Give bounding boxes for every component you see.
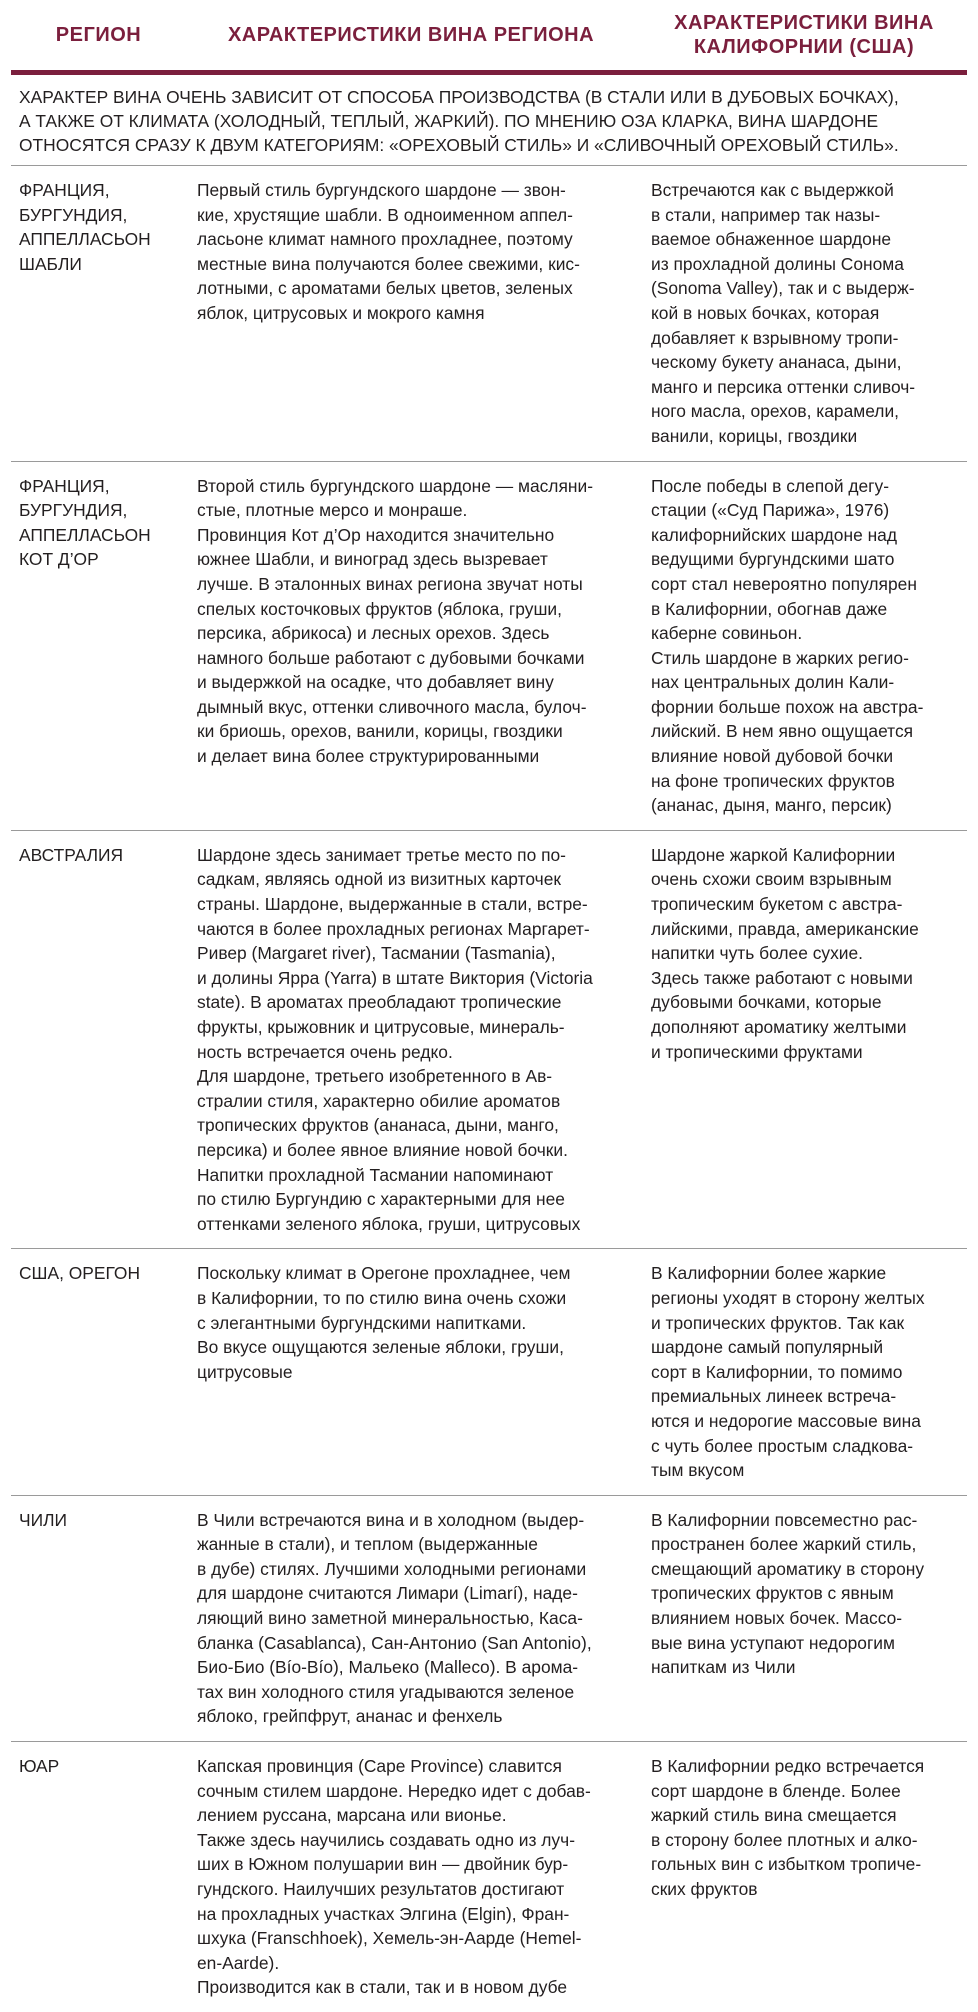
cell-california: После победы в слепой дегу- стации («Суд Парижа», 1976) калифорнийских шардоне над ведущими бургундскими шато сорт стал невероятно популярен в Калифорнии, обогнав даже каберне совиньон. Стиль шардоне в жарких регио- нах центральных долин Кали- форнии больше похож на австра- лийский. В нем явно ощущается влияние новой дубовой бочки на фоне тропических фруктов (ананас, дыня, манго, персик): [651, 475, 924, 816]
cell-region: ЮАР: [19, 1756, 60, 1777]
cell-california: В Калифорнии более жаркие регионы уходят в сторону желтых и тропических фруктов. Так как шардоне самый популярный сорт в Калифорнии, то помимо премиальных линеек встреча- ются и недорогие массовые вина с чуть более простым сладкова- тым вкусом: [651, 1263, 925, 1481]
table-row: [11, 831, 967, 1250]
cell-region: АВСТРАЛИЯ: [19, 844, 124, 865]
cell-region-wine: Шардоне здесь занимает третье место по по- садкам, являясь одной из визитных карточек страны. Шардоне, выдержанные в стали, встре- чаются в более прохладных регионах Маргарет- Ривер (Margaret river), Тасмании (Tasmania), и долины Ярра (Yarra) в штате Виктория (Victoria state). В ароматах преобладают тропические фрукты, крыжовник и цитрусовые, минераль- ность встречается очень редко. Для шардоне, третьего изобретенного в Ав- стралии стиля, характерно обилие ароматов тропических фруктов (ананаса, дыни, манго, персика) и более явное влияние новой бочки. Напитки прохладной Тасмании напоминают по стилю Бургундию с характерными для нее оттенками зеленого яблока, груши, цитрусовых: [197, 844, 593, 1234]
header-region: РЕГИОН: [55, 24, 142, 46]
table-header: [11, 0, 967, 75]
cell-california: Встречаются как с выдержкой в стали, например так назы- ваемое обнаженное шардоне из прохладной долины Сонома (Sonoma Valley), так и с выдерж- кой в новых бочках, которая добавляет к взрывному тропи- ческому букету ананаса, дыни, манго и персика оттенки сливоч- ного масла, орехов, карамели, ванили, корицы, гвоздики: [651, 180, 916, 446]
table-row: [11, 1249, 967, 1495]
cell-california: В Калифорнии повсеместно рас- пространен более жаркий стиль, смещающий ароматику в сторону тропических фруктов с явным влиянием новых бочек. Массо- вые вина уступают недорогим напиткам из Чили: [651, 1509, 925, 1678]
wine-comparison-table: [11, 0, 967, 1998]
table-row: [11, 1496, 967, 1742]
header-california-wine: [641, 0, 967, 70]
cell-region: ФРАНЦИЯ, БУРГУНДИЯ, АППЕЛЛАСЬОН ШАБЛИ: [19, 180, 151, 274]
table-row: [11, 166, 967, 462]
cell-region-wine: В Чили встречаются вина и в холодном (выдер- жанные в стали), и теплом (выдержанные в дубе) стилях. Лучшими холодными регионами для шардоне считаются Лимари (Limarí), наде- ляющий вино заметной минеральностью, Каса- бланка (Casablanca), Сан-Антонио (San Antonio), Био-Био (Bío-Bío), Мальеко (Malleco). В арома- тах вин холодного стиля угадываются зеленое яблоко, грейпфрут, ананас и фенхель: [197, 1509, 592, 1727]
cell-region: США, ОРЕГОН: [19, 1263, 141, 1284]
cell-region: ЧИЛИ: [19, 1509, 68, 1530]
table-row: [11, 1742, 967, 2012]
cell-region: ФРАНЦИЯ, БУРГУНДИЯ, АППЕЛЛАСЬОН КОТ Д’ОР: [19, 475, 151, 570]
cell-region-wine: Первый стиль бургундского шардоне — звон- кие, хрустящие шабли. В одноименном аппел- ласьоне климат намного прохладнее, поэтому местные вина получаются более свежими, кис- лотными, с ароматами белых цветов, зеленых яблок, цитрусовых и мокрого камня: [197, 180, 580, 323]
cell-california: Шардоне жаркой Калифорнии очень схожи своим взрывным тропическим букетом с австра- лийскими, правда, американские напитки чуть более сухие. Здесь также работают с новыми дубовыми бочками, которые дополняют ароматику желтыми и тропическими фруктами: [651, 844, 919, 1062]
cell-region-wine: Капская провинция (Cape Province) славится сочным стилем шардоне. Нередко идет с добав- лением руссана, марсана или вионье. Также здесь научились создавать одно из луч- ших в Южном полушарии вин — двойник бур- гундского. Наилучших результатов достигают на прохладных участках Элгина (Elgin), Фран- шхука (Franschhoek), Хемель-эн-Аарде (Hemel- en-Aarde). Производится как в стали, так и в новом дубе: [197, 1756, 591, 1998]
cell-region-wine: Второй стиль бургундского шардоне — масляни- стые, плотные мерсо и монраше. Провинция Кот д’Ор находится значительно южнее Шабли, и виноград здесь вызревает лучше. В эталонных винах региона звучат ноты спелых косточковых фруктов (яблока, груши, персика, абрикоса) и лесных орехов. Здесь намного больше работают с дубовыми бочками и выдержкой на осадке, что добавляет вину дымный вкус, оттенки сливочного масла, булоч- ки бриошь, орехов, ванили, корицы, гвоздики и делает вина более структурированными: [197, 475, 593, 767]
table-row: [11, 462, 967, 831]
cell-california: В Калифорнии редко встречается сорт шардоне в бленде. Более жаркий стиль вина смещается в сторону более плотных и алко- гольных вин с избытком тропиче- ских фруктов: [651, 1756, 925, 1899]
header-region-wine: ХАРАКТЕРИСТИКИ ВИНА РЕГИОНА: [227, 24, 595, 46]
header-california-label: ХАРАКТЕРИСТИКИ ВИНА КАЛИФОРНИИ (США): [674, 12, 934, 58]
cell-region-wine: Поскольку климат в Орегоне прохладнее, чем в Калифорнии, то по стилю вина очень схожи с элегантными бургундскими напитками. Во вкусе ощущаются зеленые яблоки, груши, цитрусовые: [197, 1263, 571, 1382]
intro-note: ХАРАКТЕР ВИНА ОЧЕНЬ ЗАВИСИТ ОТ СПОСОБА ПРОИЗВОДСТВА (В СТАЛИ ИЛИ В ДУБОВЫХ БОЧКАХ), А ТАКЖЕ ОТ КЛИМАТА (ХОЛОДНЫЙ, ТЕПЛЫЙ, ЖАРКИЙ). ПО МНЕНИЮ ОЗА КЛАРКА, ВИНА ШАРДОНЕ ОТНОСЯТСЯ СРАЗУ К ДВУМ КАТЕГОРИЯМ: «ОРЕХОВЫЙ СТИЛЬ» И «СЛИВОЧНЫЙ ОРЕХОВЫЙ СТИЛЬ».: [11, 75, 967, 166]
